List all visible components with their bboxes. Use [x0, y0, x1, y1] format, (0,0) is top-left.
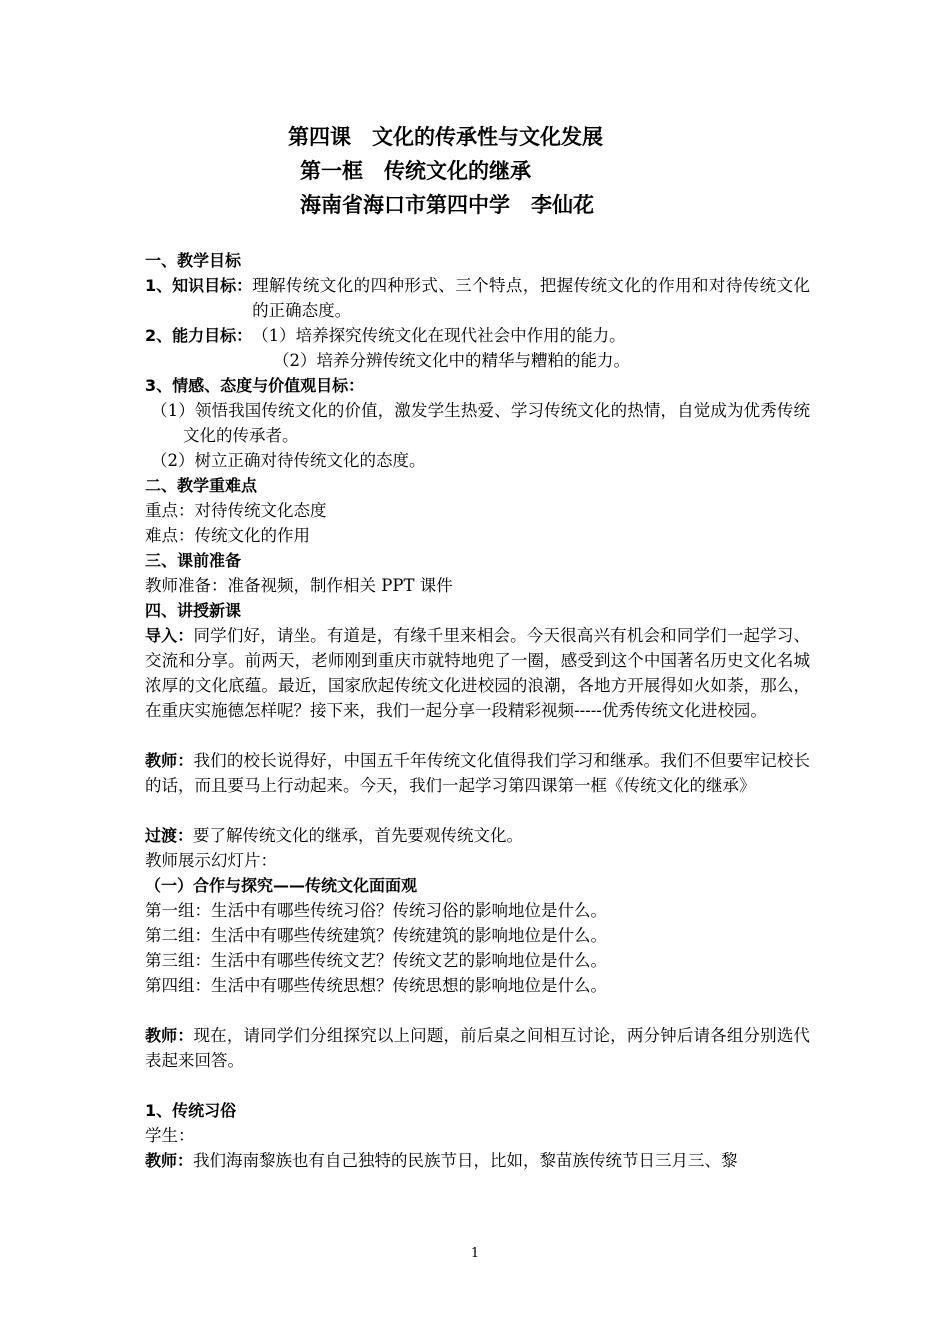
- blank-line: [145, 998, 810, 1023]
- heading-preparation: 三、课前准备: [145, 551, 242, 570]
- transition-text: 要了解传统文化的继承，首先要观传统文化。: [193, 826, 524, 845]
- key-point: 重点：对待传统文化态度: [145, 501, 327, 520]
- blank-line: [145, 798, 810, 823]
- ability-goal-item-1: （1）培养探究传统文化在现代社会中作用的能力。: [252, 326, 626, 345]
- heading-teaching-goals: 一、教学目标: [145, 251, 242, 270]
- sub-heading-exploration: （一）合作与探究——传统文化面面观: [145, 876, 418, 895]
- teacher-label: 教师：: [145, 1151, 194, 1170]
- ability-goal: [145, 323, 810, 348]
- slides-line: 教师展示幻灯片：: [145, 851, 277, 870]
- intro-paragraph: [145, 623, 810, 723]
- group-item: 第四组：生活中有哪些传统思想？传统思想的影响地位是什么。: [145, 976, 607, 995]
- lesson-title: 第四课 文化的传承性与文化发展: [288, 125, 603, 149]
- teacher-text: 我们的校长说得好，中国五千年传统文化值得我们学习和继承。我们不但要牢记校长的话，而且要马上行动起来。今天，我们一起学习第四课第一框《传统文化的继承》: [145, 751, 810, 795]
- teacher-paragraph-2: [145, 1023, 810, 1073]
- group-item: 第一组：生活中有哪些传统习俗？传统习俗的影响地位是什么。: [145, 901, 607, 920]
- teacher-text: 现在，请同学们分组探究以上问题，前后桌之间相互讨论，两分钟后请各组分别选代表起来回答。: [145, 1026, 810, 1070]
- intro-label: 导入：: [145, 626, 194, 645]
- blank-line: [145, 723, 810, 748]
- emotion-goal-label: 3、情感、态度与价值观目标：: [145, 376, 365, 395]
- transition-paragraph: [145, 823, 810, 848]
- document-body: [145, 248, 810, 1173]
- ability-goal-item-2: （2）培养分辨传统文化中的精华与糟粕的能力。: [273, 351, 630, 370]
- knowledge-goal-label: 1、知识目标：: [145, 276, 253, 295]
- student-line: 学生：: [145, 1126, 195, 1145]
- teacher-text: 我们海南黎族也有自己独特的民族节日，比如，黎苗族传统节日三月三、黎: [193, 1151, 738, 1170]
- teacher-paragraph-1: [145, 748, 810, 798]
- section-title: 第一框 传统文化的继承: [300, 159, 531, 183]
- preparation-text: 教师准备：准备视频，制作相关 PPT 课件: [145, 576, 453, 595]
- group-item: 第三组：生活中有哪些传统文艺？传统文艺的影响地位是什么。: [145, 951, 607, 970]
- knowledge-goal-text: 理解传统文化的四种形式、三个特点，把握传统文化的作用和对待传统文化的正确态度。: [252, 276, 810, 320]
- emotion-goal-item-1: （1）领悟我国传统文化的价值，激发学生热爱、学习传统文化的热情，自觉成为优秀传统文化的传承者。: [151, 401, 810, 445]
- author-line: 海南省海口市第四中学 李仙花: [300, 193, 594, 217]
- heading-traditional-customs: 1、传统习俗: [145, 1101, 237, 1120]
- teacher-label: 教师：: [145, 1026, 194, 1045]
- heading-new-lesson: 四、讲授新课: [145, 601, 242, 620]
- intro-text: 同学们好，请坐。有道是，有缘千里来相会。今天很高兴有机会和同学们一起学习、交流和分享。前两天，老师刚到重庆市就特地兜了一圈，感受到这个中国著名历史文化名城浓厚的文化底蕴。最近，国家欣起传统文化进校园的浪潮，各地方开展得如火如荼，那么，在重庆实施德怎样呢？接下来，我们一起分享一段精彩视频-----优秀传统文化进校园。: [145, 626, 810, 720]
- page-number: 1: [470, 1246, 480, 1261]
- difficult-point: 难点：传统文化的作用: [145, 526, 310, 545]
- teacher-paragraph-3: [145, 1148, 810, 1173]
- heading-key-points: 二、教学重难点: [145, 476, 258, 495]
- blank-line: [145, 1073, 810, 1098]
- transition-label: 过渡：: [145, 826, 194, 845]
- group-item: 第二组：生活中有哪些传统建筑？传统建筑的影响地位是什么。: [145, 926, 607, 945]
- ability-goal-label: 2、能力目标：: [145, 326, 253, 345]
- emotion-goal-item-2: （2）树立正确对待传统文化的态度。: [151, 451, 426, 470]
- knowledge-goal: [145, 273, 810, 323]
- teacher-label: 教师：: [145, 751, 194, 770]
- title-block: [0, 120, 950, 222]
